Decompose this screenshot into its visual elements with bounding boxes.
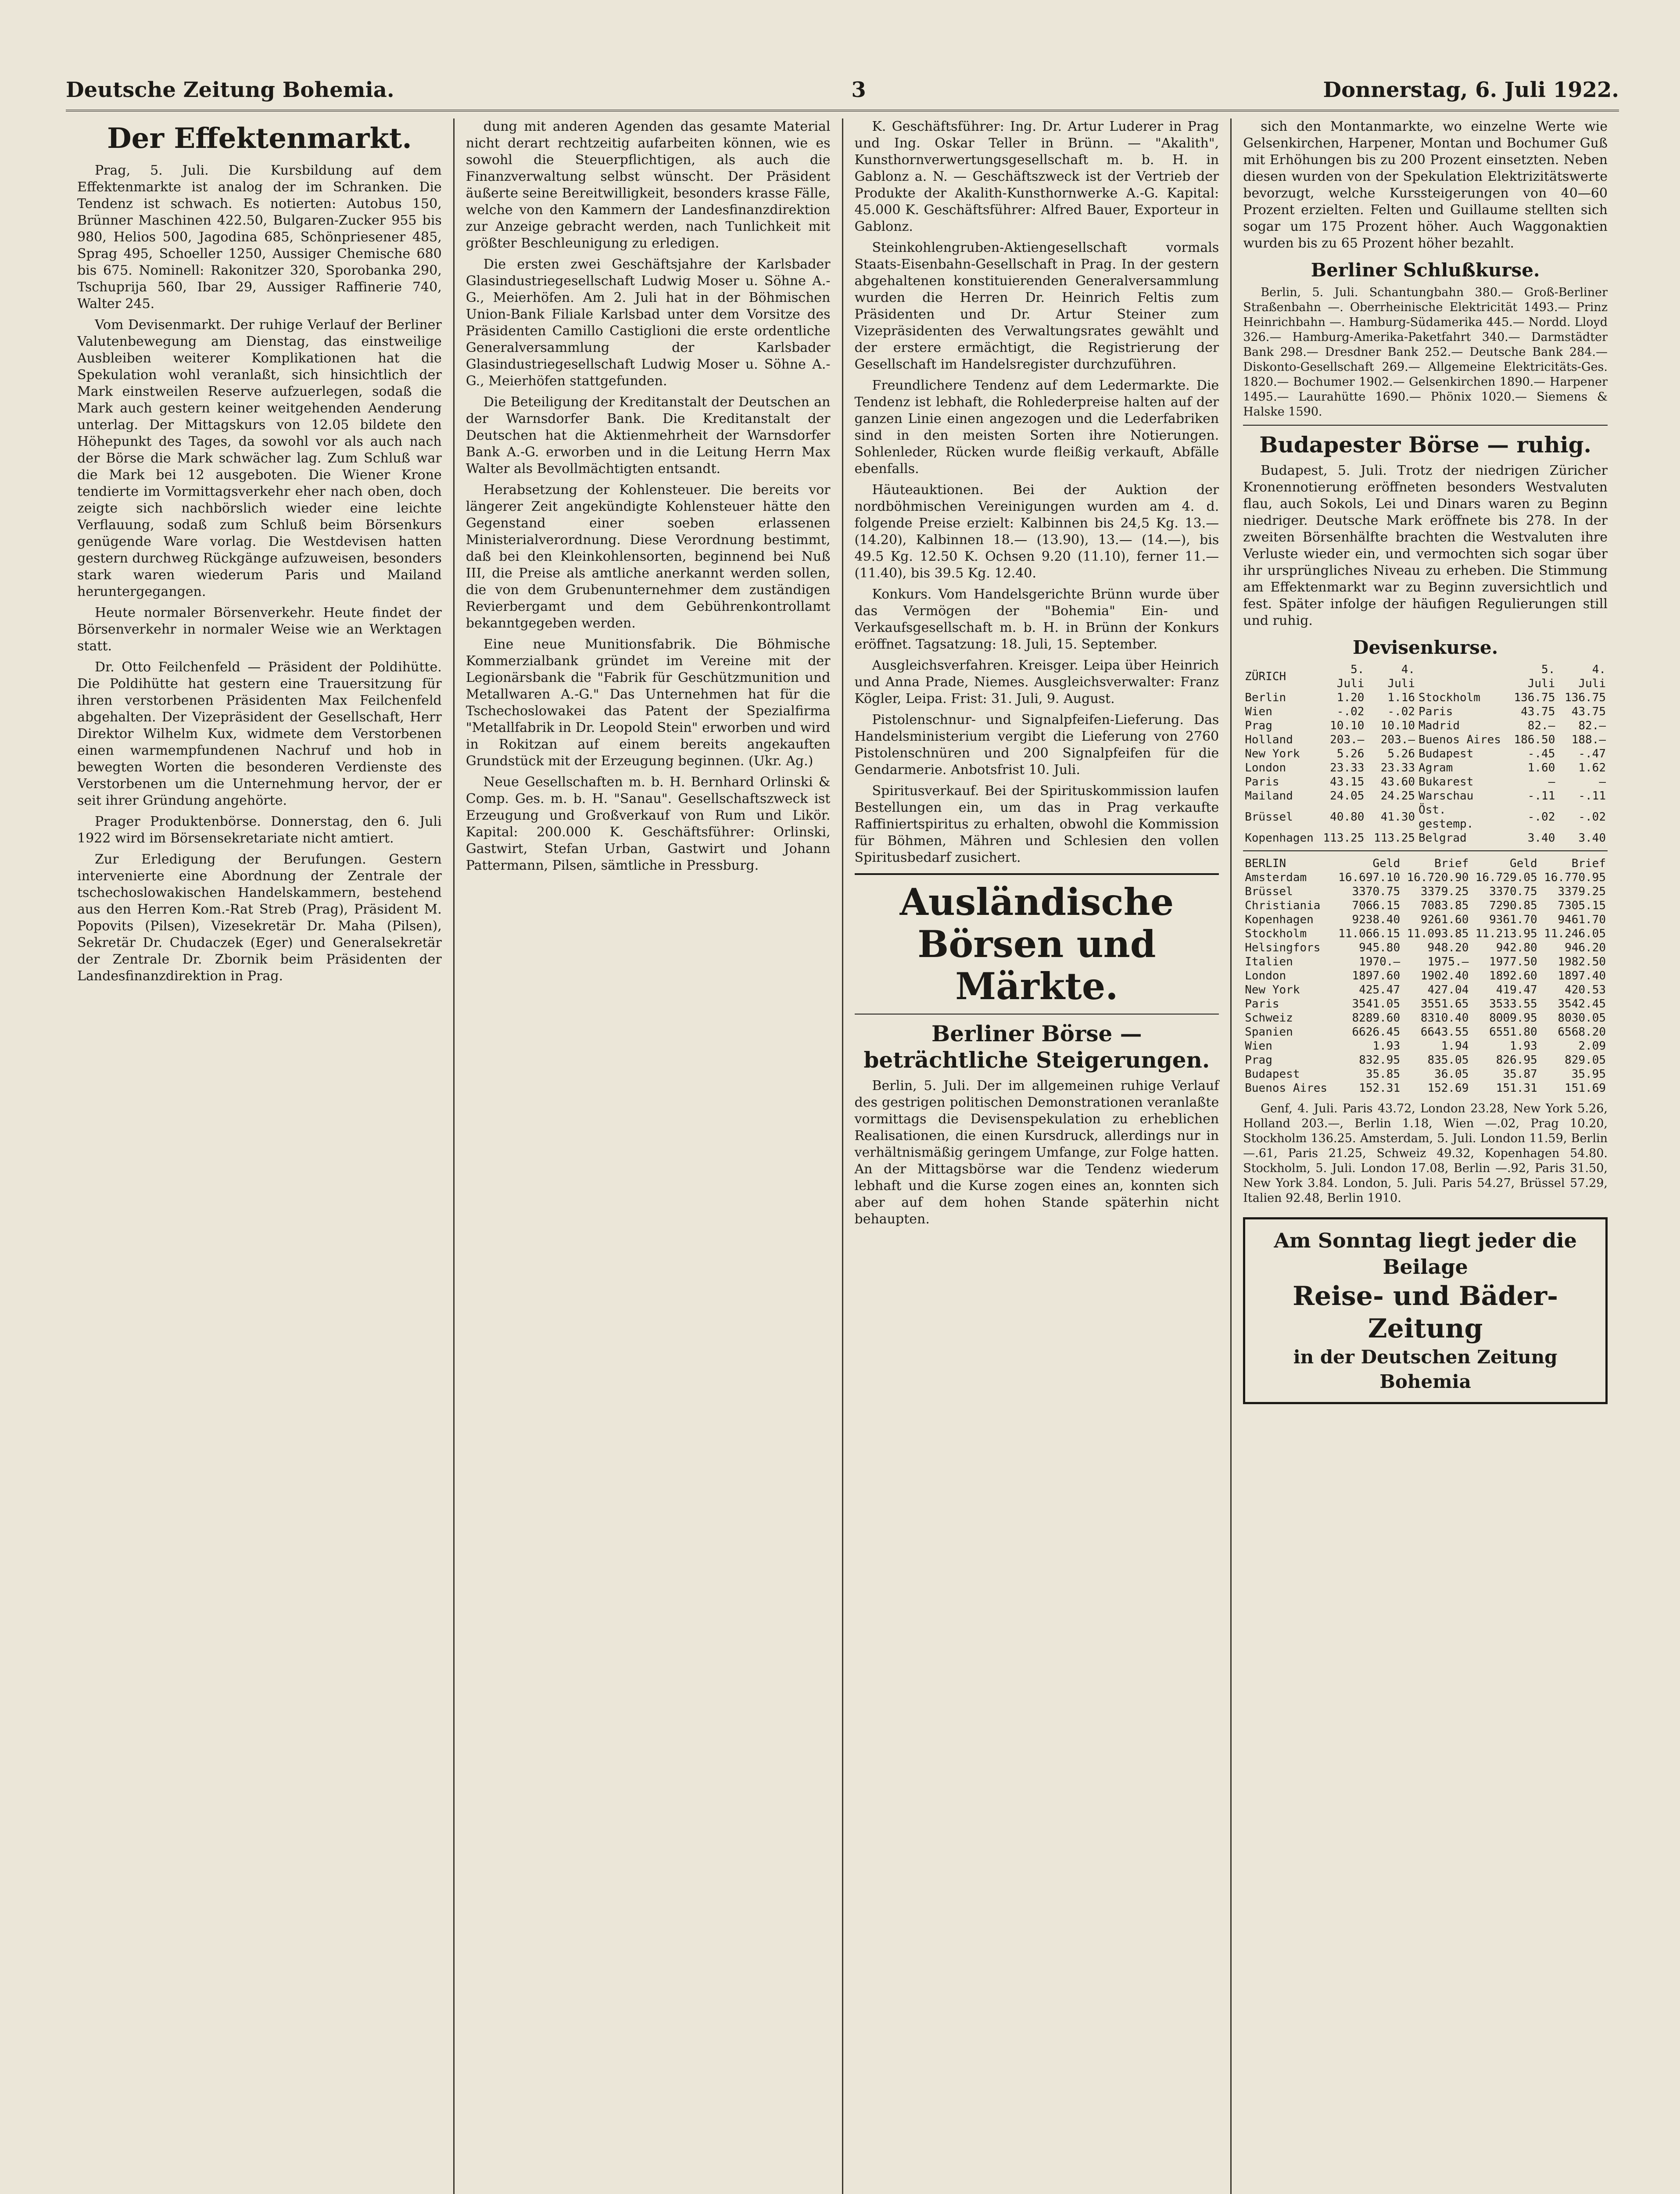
table-cell: 82.— (1527, 719, 1555, 732)
columns (66, 118, 1619, 2194)
table-cell: Stockholm (1419, 691, 1480, 704)
table-cell: 6568.20 (1558, 1025, 1606, 1039)
table-cell: 420.53 (1565, 983, 1606, 997)
table-cell: New York (1245, 983, 1300, 997)
table-cell: Amsterdam (1245, 871, 1307, 884)
table-cell: 1.93 (1372, 1040, 1401, 1053)
subsection-title-berliner-boerse: Berliner Börse — beträchtliche Steigerungen. (863, 1021, 1210, 1073)
table-row (1243, 1081, 1608, 1095)
table-cell: Paris (1419, 705, 1453, 718)
table-cell: -.11 (1578, 789, 1606, 803)
table-cell: 16.770.95 (1544, 871, 1606, 884)
table-cell: -.02 (1527, 810, 1555, 824)
table-cell: 1.62 (1578, 761, 1606, 774)
table-cell: 186.50 (1514, 733, 1555, 746)
table-cell: 948.20 (1427, 941, 1469, 954)
table-header-cell: Geld (1372, 857, 1401, 870)
table-row (1243, 691, 1608, 705)
table-row (1243, 1067, 1608, 1081)
table-cell: 1982.50 (1558, 955, 1606, 968)
table-cell: 5.26 (1336, 747, 1365, 760)
table-cell: Brüssel (1245, 885, 1293, 898)
table-cell: 1977.50 (1489, 955, 1537, 968)
table-cell: 9261.60 (1420, 913, 1469, 926)
table-cell: Holland (1245, 733, 1293, 746)
table-cell: 7290.85 (1489, 899, 1537, 912)
table-cell: 3.40 (1527, 832, 1555, 845)
column-3 (843, 118, 1232, 2194)
schlusskurse-text: Berlin, 5. Juli. Schantungbahn 380.— Groß-Berliner Straßenbahn —. Oberrheinische Elektricität 1493.— Prinz Heinrichbahn —. Hamburg-Südamerika 445.— Nordd. Lloyd 326.— Hamburg-Amerika-Paketfahrt 340.— Darmstädter Bank 298.— Dresdner Bank 252.— Deutsche Bank 284.— Diskonto-Gesellschaft 269.— Allgemeine Elektricitäts-Ges. 1820.— Bochumer 1902.— Gelsenkirchen 1890.— Harpener 1495.— Laurahütte 1690.— Phönix 1020.— Siemens & Halske 1590. (1243, 286, 1608, 419)
table-cell: Kopenhagen (1245, 913, 1314, 926)
table-cell: 11.066.15 (1338, 927, 1401, 940)
table-cell: 419.47 (1496, 983, 1537, 997)
table-header-row (1243, 857, 1608, 871)
table-cell: 152.31 (1359, 1082, 1401, 1095)
table-cell: 5.26 (1387, 747, 1415, 760)
table-cell: 151.69 (1565, 1082, 1606, 1095)
table-cell: New York (1245, 747, 1300, 760)
table-cell: 113.25 (1374, 832, 1415, 845)
ad-line-2: Reise- und Bäder-Zeitung (1293, 1281, 1558, 1344)
table-cell: Mailand (1245, 789, 1293, 803)
column-4 (1232, 118, 1619, 2194)
table-cell: 23.33 (1330, 761, 1365, 774)
table-cell: -.02 (1578, 810, 1606, 824)
table-cell: 188.— (1571, 733, 1606, 746)
table-cell: Spanien (1245, 1025, 1293, 1039)
article-paragraph: Die Beteiligung der Kreditanstalt der Deutschen an der Warnsdorfer Bank. Die Kreditanstalt der Deutschen hat die Aktienmehrheit der Warnsdorfer Bank A.-G. erworben und in die Leitung Herrn Max Walter als Bevollmächtigten entsandt. (466, 394, 831, 477)
table-cell: 10.10 (1380, 719, 1415, 732)
table-cell: 1.94 (1441, 1040, 1469, 1053)
table-cell: 832.95 (1359, 1054, 1401, 1067)
table-cell: 9461.70 (1558, 913, 1606, 926)
table-cell: 41.30 (1380, 810, 1415, 824)
article-paragraph: Budapest, 5. Juli. Trotz der niedrigen Züricher Kronennotierung eröffneten besonders Westvaluten flau, auch Sokols, Lei und Dinars waren zu Beginn niedriger. Deutsche Mark eröffnete bis 278. In der zweiten Börsenhälfte brachten die Westvaluten ihre Verluste wieder ein, und vermochten sich sogar über ihr ursprüngliches Niveau zu erheben. Die Stimmung am Effektenmarkt war zu Beginn zuversichtlich und fest. Später infolge der häufigen Regulierungen still und ruhig. (1243, 463, 1608, 628)
table-row (1243, 761, 1608, 775)
table-header-cell: Geld (1510, 857, 1537, 870)
article-paragraph: Zur Erledigung der Berufungen. Gestern intervenierte eine Abordnung der Zentrale der tschechoslowakischen Handelskammern, bestehend aus den Herren Kom.-Rat Streb (Prag), Präsident M. Popovits (Pilsen), Vizesekretär Dr. Maha (Pilsen), Sekretär Dr. Chudaczek (Eger) und Generalsekretär der Zentrale Dr. Zbornik beim Präsidenten der Landesfinanzdirektion in Prag. (77, 852, 442, 984)
section-title-devisenkurse: Devisenkurse. (1353, 637, 1498, 658)
table-header-cell: 4. Juli (1387, 663, 1415, 690)
table-cell: Kopenhagen (1245, 832, 1314, 845)
table-row (1243, 969, 1608, 983)
table-cell: 3.40 (1578, 832, 1606, 845)
column-2 (455, 118, 843, 2194)
table-cell: — (1548, 775, 1555, 789)
table-cell: 946.20 (1565, 941, 1606, 954)
table-cell: -.02 (1387, 705, 1415, 718)
table-cell: 203.— (1330, 733, 1365, 746)
ad-line-1: Am Sonntag liegt jeder die Beilage (1274, 1229, 1577, 1279)
table-cell: 35.95 (1571, 1068, 1606, 1081)
page-number: 3 (851, 78, 866, 102)
article-paragraph: dung mit anderen Agenden das gesamte Material nicht derart rechtzeitig aufarbeiten können, wie es sowohl die Steuerpflichtigen, als auch die Finanzverwaltung selbst wünscht. Der Präsident äußerte seine Bereitwilligkeit, besonders krasse Fälle, welche von den Kammern der Landesfinanzdirektion zur Anzeige gebracht werden, nach Tunlichkeit mit größter Beschleunigung zu erledigen. (466, 119, 831, 251)
table-cell: Bukarest (1419, 775, 1474, 789)
table-cell: 16.697.10 (1338, 871, 1401, 884)
table-cell: 11.246.05 (1544, 927, 1606, 940)
fx-notes: Genf, 4. Juli. Paris 43.72, London 23.28, New York 5.26, Holland 203.—, Berlin 1.18, Wien —.02, Prag 10.20, Stockholm 136.25. Amsterdam, 5. Juli. London 11.59, Berlin —.61, Paris 21.25, Schweiz 49.32, Kopenhagen 54.80. Stockholm, 5. Juli. London 17.08, Berlin —.92, Paris 31.50, New York 3.84. London, 5. Juli. Paris 54.27, Brüssel 57.29, Italien 92.48, Berlin 1910. (1243, 1102, 1608, 1205)
section-title-schlusskurse: Berliner Schlußkurse. (1311, 259, 1540, 281)
table-cell: Helsingfors (1245, 941, 1321, 954)
table-cell: 6626.45 (1352, 1025, 1401, 1039)
table-cell: Stockholm (1245, 927, 1307, 940)
table-cell: 1970.— (1359, 955, 1401, 968)
table-cell: 3379.25 (1558, 885, 1606, 898)
table-cell: 11.213.95 (1475, 927, 1537, 940)
table-row (1243, 747, 1608, 761)
table-cell: 3551.65 (1420, 997, 1469, 1011)
table-cell: 24.05 (1330, 789, 1365, 803)
table-cell: Wien (1245, 705, 1272, 718)
table-row (1243, 927, 1608, 941)
table-cell: -.47 (1578, 747, 1606, 760)
table-cell: -.11 (1527, 789, 1555, 803)
table-row (1243, 789, 1608, 803)
table-cell: 942.80 (1496, 941, 1537, 954)
table-cell: 43.60 (1380, 775, 1415, 789)
table-cell: 1.60 (1527, 761, 1555, 774)
section-title-effektenmarkt: Der Effektenmarkt. (107, 122, 412, 155)
table-cell: 152.69 (1427, 1082, 1469, 1095)
table-cell: 1897.60 (1352, 969, 1401, 982)
article-paragraph: Freundlichere Tendenz auf dem Ledermarkte. Die Tendenz ist lebhaft, die Rohlederpreise halten auf der ganzen Linie einen angezogen und die Lederfabriken sind in den meisten Sorten ihre Notierungen. Sohlenleder, Rücken wurde fleißig verkauft, Abfälle ebenfalls. (854, 378, 1219, 477)
table-row (1243, 885, 1608, 899)
table-row (1243, 831, 1608, 845)
table-cell: 6643.55 (1420, 1025, 1469, 1039)
article-paragraph: Konkurs. Vom Handelsgerichte Brünn wurde über das Vermögen der "Bohemia" Ein- und Verkaufsgesellschaft m. b. H. in Brünn der Konkurs eröffnet. Tagsatzung: 18. Juli, 15. September. (854, 587, 1219, 652)
table-cell: Berlin (1245, 691, 1286, 704)
article-paragraph: Pistolenschnur- und Signalpfeifen-Lieferung. Das Handelsministerium vergibt die Lieferung von 2760 Pistolenschnüren und 200 Signalpfeifen für die Gendarmerie. Anbotsfrist 10. Juli. (854, 712, 1219, 778)
table-cell: Madrid (1419, 719, 1460, 732)
table-cell: 43.75 (1521, 705, 1555, 718)
table-cell: 8289.60 (1352, 1011, 1401, 1025)
table-cell: 151.31 (1496, 1082, 1537, 1095)
table-row (1243, 719, 1608, 733)
table-cell: Prag (1245, 719, 1272, 732)
divider (1243, 850, 1608, 851)
table-header-cell: 5. Juli (1527, 663, 1555, 690)
table-row (1243, 899, 1608, 913)
table-cell: 7083.85 (1420, 899, 1469, 912)
table-cell: 1.93 (1510, 1040, 1537, 1053)
table-cell: 1902.40 (1420, 969, 1469, 982)
table-header-cell: Brief (1434, 857, 1469, 870)
table-cell: 16.729.05 (1475, 871, 1537, 884)
table-cell: Agram (1419, 761, 1453, 774)
masthead-name: Deutsche Zeitung Bohemia. (66, 78, 394, 102)
table-cell: Paris (1245, 775, 1279, 789)
advertisement-box (1243, 1217, 1608, 1404)
table-cell: 427.04 (1427, 983, 1469, 997)
table-cell: 10.10 (1330, 719, 1365, 732)
article-paragraph: Berlin, 5. Juli. Der im allgemeinen ruhige Verlauf des gestrigen politischen Demonstrationen veranlaßte vormittags die Devisenspekulation zu erheblichen Realisationen, die einen Kursdruck, allerdings nur in verhältnismäßig geringem Umfange, zur Folge hatten. An der Mittagsbörse war die Tendenz wiederum lebhaft und die Kurse zogen eines an, konnten sich aber auf dem hohen Stande späterhin nicht behaupten. (854, 1078, 1219, 1227)
table-cell: 8310.40 (1420, 1011, 1469, 1025)
table-row (1243, 1025, 1608, 1039)
article-paragraph: sich den Montanmarkte, wo einzelne Werte wie Gelsenkirchen, Harpener, Montan und Bochumer Guß mit Erhöhungen bis zu 200 Prozent einsetzten. Neben diesen wurden von der Spekulation Elektrizitätswerte bevorzugt, welche Kurssteigerungen von 40—60 Prozent erzielten. Felten und Guillaume stellten sich sogar um 175 Prozent höher. Auch Waggonaktien wurden bis zu 65 Prozent höher bezahlt. (1243, 119, 1608, 251)
table-cell: Italien (1245, 955, 1293, 968)
table-cell: Budapest (1245, 1068, 1300, 1081)
table-header-cell: 4. Juli (1578, 663, 1606, 690)
article-paragraph: Prager Produktenbörse. Donnerstag, den 6. Juli 1922 wird im Börsensekretariate nicht amtiert. (77, 814, 442, 846)
table-cell: 7305.15 (1558, 899, 1606, 912)
table-cell: 35.85 (1365, 1068, 1401, 1081)
table-cell: 3533.55 (1489, 997, 1537, 1011)
table-cell: 3370.75 (1489, 885, 1537, 898)
table-cell: 8030.05 (1558, 1011, 1606, 1025)
table-cell: 113.25 (1323, 832, 1365, 845)
table-header-cell: Brief (1571, 857, 1606, 870)
article-paragraph: Heute normaler Börsenverkehr. Heute findet der Börsenverkehr in normaler Weise wie an Werktagen statt. (77, 605, 442, 654)
table-cell: 8009.95 (1489, 1011, 1537, 1025)
ad-line-3: in der Deutschen Zeitung Bohemia (1293, 1346, 1558, 1392)
table-row (1243, 733, 1608, 747)
table-row (1243, 997, 1608, 1011)
table-cell: Buenos Aires (1245, 1082, 1328, 1095)
table-cell: 425.47 (1359, 983, 1401, 997)
section-title-budapester-boerse: Budapester Börse — ruhig. (1259, 432, 1591, 458)
fx-table-zurich (1243, 663, 1608, 845)
table-row (1243, 803, 1608, 831)
table-cell: London (1245, 761, 1286, 774)
table-cell: 1897.40 (1558, 969, 1606, 982)
table-cell: 203.— (1380, 733, 1415, 746)
table-cell: Wien (1245, 1040, 1272, 1053)
table-row (1243, 871, 1608, 885)
table-row (1243, 705, 1608, 719)
column-1 (66, 118, 455, 2194)
article-paragraph: Spiritusverkauf. Bei der Spirituskommission laufen Bestellungen ein, um das in Prag verkaufte Raffiniertspiritus zu erhalten, obwohl die Kommission für Böhmen, Mähren und Schlesien den vollen Spiritusbedarf zusichert. (854, 783, 1219, 865)
table-header-cell: 5. Juli (1336, 663, 1365, 690)
table-row (1243, 941, 1608, 955)
table-cell: 16.720.90 (1407, 871, 1469, 884)
table-cell: 2.09 (1578, 1040, 1606, 1053)
article-paragraph: Steinkohlengruben-Aktiengesellschaft vormals Staats-Eisenbahn-Gesellschaft in Prag. In der gestern abgehaltenen konstituierenden Generalversammlung wurden die Herren Dr. Heinrich Feltis zum Präsidenten und Dr. Artur Steiner zum Vizepräsidenten des Verwaltungsrates gewählt und der erstere ermächtigt, die Registrierung der Gesellschaft im Handelsregister durchzuführen. (854, 240, 1219, 372)
divider (1243, 425, 1608, 426)
table-cell: 3541.05 (1352, 997, 1401, 1011)
table-header-cell (1417, 663, 1506, 691)
table-cell: 136.75 (1565, 691, 1606, 704)
table-cell: 43.75 (1571, 705, 1606, 718)
table-cell: 3370.75 (1352, 885, 1401, 898)
table-header-cell: BERLIN (1245, 857, 1286, 870)
table-cell: 826.95 (1496, 1054, 1537, 1067)
table-cell: Prag (1245, 1054, 1272, 1067)
table-cell: 24.25 (1380, 789, 1415, 803)
table-row (1243, 775, 1608, 789)
fx-table-berlin (1243, 857, 1608, 1095)
table-cell: 136.75 (1514, 691, 1555, 704)
table-header-cell: ZÜRICH (1245, 670, 1286, 683)
table-cell: 945.80 (1359, 941, 1401, 954)
table-cell: Buenos Aires (1419, 733, 1501, 746)
article-paragraph: Ausgleichsverfahren. Kreisger. Leipa über Heinrich und Anna Prade, Niemes. Ausgleichsverwalter: Franz Kögler, Leipa. Frist: 31. Juli, 9. August. (854, 658, 1219, 706)
table-cell: Budapest (1419, 747, 1474, 760)
table-cell: 3379.25 (1420, 885, 1469, 898)
table-cell: Warschau (1419, 789, 1474, 803)
table-cell: Paris (1245, 997, 1279, 1011)
table-cell: 1.20 (1336, 691, 1365, 704)
table-cell: Brüssel (1245, 810, 1293, 824)
table-cell: 23.33 (1380, 761, 1415, 774)
article-paragraph: Herabsetzung der Kohlensteuer. Die bereits vor längerer Zeit angekündigte Kohlensteuer hätte den Gegenstand einer soeben erlassenen Ministerialverordnung. Diese Verordnung bestimmt, daß bei den Kleinkohlensorten, beginnend bei Nuß III, die Preise als amtliche anerkannt werden sollen, die von dem Grubenunternehmer dem zuständigen Revierbergamt und dem Gebührenkontrollamt bekanntgegeben werden. (466, 482, 831, 631)
article-paragraph: Dr. Otto Feilchenfeld — Präsident der Poldihütte. Die Poldihütte hat gestern eine Trauersitzung für ihren verstorbenen Präsidenten Max Feilchenfeld abgehalten. Der Vizepräsident der Gesellschaft, Herr Direktor Wilhelm Kux, widmete dem Verstorbenen einen warmempfundenen Nachruf und hob in bewegten Worten die besonderen Verdienste des Verstorbenen um die Unternehmung hervor, der er seit ihrer Gründung angehörte. (77, 660, 442, 808)
article-paragraph: K. Geschäftsführer: Ing. Dr. Artur Luderer in Prag und Ing. Oskar Teller in Brünn. — "Akalith", Kunsthornverwertungsgesellschaft m. b. H. in Gablonz a. N. — Geschäftszweck ist der Vertrieb der Produkte der Akalith-Kunsthornwerke A.-G. Kapital: 45.000 K. Geschäftsführer: Alfred Bauer, Exporteur in Gablonz. (854, 119, 1219, 234)
table-cell: 11.093.85 (1407, 927, 1469, 940)
table-cell: Christiania (1245, 899, 1321, 912)
table-cell: 43.15 (1330, 775, 1365, 789)
table-row (1243, 1053, 1608, 1067)
article-paragraph: Prag, 5. Juli. Die Kursbildung auf dem Effektenmarkte ist analog der im Schranken. Die Tendenz ist schwach. Es notierten: Autobus 150, Brünner Maschinen 422.50, Bulgaren-Zucker 955 bis 980, Helios 500, Jagodina 685, Schönpriesener 485, Sprag 495, Schoeller 1250, Aussiger Chemische 680 bis 675. Nominell: Rakonitzer 320, Sporobanka 290, Tschuprija 560, Ibar 29, Aussiger Raffinerie 740, Walter 245. (77, 163, 442, 312)
table-row (1243, 955, 1608, 969)
table-cell: 1975.— (1427, 955, 1469, 968)
table-cell: -.45 (1527, 747, 1555, 760)
table-cell: Öst. gestemp. (1419, 803, 1474, 831)
table-cell: 9238.40 (1352, 913, 1401, 926)
table-cell: — (1599, 775, 1606, 789)
table-cell: 1.16 (1387, 691, 1415, 704)
table-header-row (1243, 663, 1608, 691)
table-row (1243, 913, 1608, 927)
table-row (1243, 983, 1608, 997)
article-paragraph: Neue Gesellschaften m. b. H. Bernhard Orlinski & Comp. Ges. m. b. H. "Sanau". Gesellschaftszweck ist Erzeugung und Großverkauf von Rum und Likör. Kapital: 200.000 K. Geschäftsführer: Orlinski, Gastwirt, Stefan Urban, Gastwirt und Johann Pattermann, Pilsen, sämtliche in Pressburg. (466, 774, 831, 873)
table-row (1243, 1011, 1608, 1025)
table-cell: 36.05 (1434, 1068, 1469, 1081)
table-row (1243, 1039, 1608, 1053)
table-cell: Schweiz (1245, 1011, 1293, 1025)
table-cell: 9361.70 (1489, 913, 1537, 926)
table-cell: -.02 (1336, 705, 1365, 718)
table-cell: 7066.15 (1352, 899, 1401, 912)
table-cell: 40.80 (1330, 810, 1365, 824)
article-paragraph: Häuteauktionen. Bei der Auktion der nordböhmischen Vereinigungen wurden am 4. d. folgende Preise erzielt: Kalbinnen bis 24,5 Kg. 13.— (14.20), Kalbinnen 18.— (13.90), 13.— (14.—), bis 49.5 Kg. 12.50 K. Ochsen 9.20 (11.10), ferner 11.— (11.40), bis 39.5 Kg. 12.40. (854, 482, 1219, 581)
table-cell: London (1245, 969, 1286, 982)
table-cell: Belgrad (1419, 832, 1467, 845)
table-cell: 829.05 (1565, 1054, 1606, 1067)
page-header (66, 70, 1619, 111)
issue-date: Donnerstag, 6. Juli 1922. (1323, 78, 1619, 102)
table-cell: 3542.45 (1558, 997, 1606, 1011)
table-cell: 82.— (1578, 719, 1606, 732)
table-cell: 6551.80 (1489, 1025, 1537, 1039)
article-paragraph: Die ersten zwei Geschäftsjahre der Karlsbader Glasindustriegesellschaft Ludwig Moser u. Söhne A.-G., Meierhöfen. Am 2. Juli hat in der Böhmischen Union-Bank Filiale Karlsbad unter dem Vorsitze des Präsidenten Camillo Castiglioni die erste ordentliche Generalversammlung der Karlsbader Glasindustriegesellschaft Ludwig Moser u. Söhne A.-G., Meierhöfen stattgefunden. (466, 257, 831, 389)
article-paragraph: Vom Devisenmarkt. Der ruhige Verlauf der Berliner Valutenbewegung am Dienstag, das einstweilige Ausbleiben weiterer Komplikationen hat die Spekulation wohl veranlaßt, sich hinsichtlich der Mark einstweilen Reserve aufzuerlegen, sodaß die Mark auch gestern keiner weitgehenden Aenderung unterlag. Der Mittagskurs von 12.05 bildete den Höhepunkt des Tages, da sowohl vor als auch nach der Börse die Mark schwächer lag. Zum Schluß war die Mark bei 12 ausgeboten. Die Wiener Krone tendierte im Vormittagsverkehr eher nach oben, doch zeigte sich nachbörslich wieder eine leichte Verflauung, sodaß zum Schluß beim Börsenkurs genügende Ware vorlag. Die Westdevisen hatten gestern durchweg Rückgänge aufzuweisen, besonders stark waren wiederum Paris und Mailand heruntergegangen. (77, 317, 442, 599)
section-title-auslaendische-boersen: Ausländische Börsen und Märkte. (855, 873, 1219, 1015)
table-cell: 1892.60 (1489, 969, 1537, 982)
article-paragraph: Eine neue Munitionsfabrik. Die Böhmische Kommerzialbank gründet im Vereine mit der Legionärsbank die "Fabrik für Geschützmunition und Metallwaren A.-G." Das Unternehmen hat für die Tschechoslowakei das Patent der Spezialfirma "Metallfabrik in Dr. Leopold Stein" erworben und wird in Rokitzan auf einem bereits angekauften Grundstück mit der Erzeugung beginnen. (Ukr. Ag.) (466, 637, 831, 769)
table-cell: 835.05 (1427, 1054, 1469, 1067)
table-cell: 35.87 (1503, 1068, 1537, 1081)
